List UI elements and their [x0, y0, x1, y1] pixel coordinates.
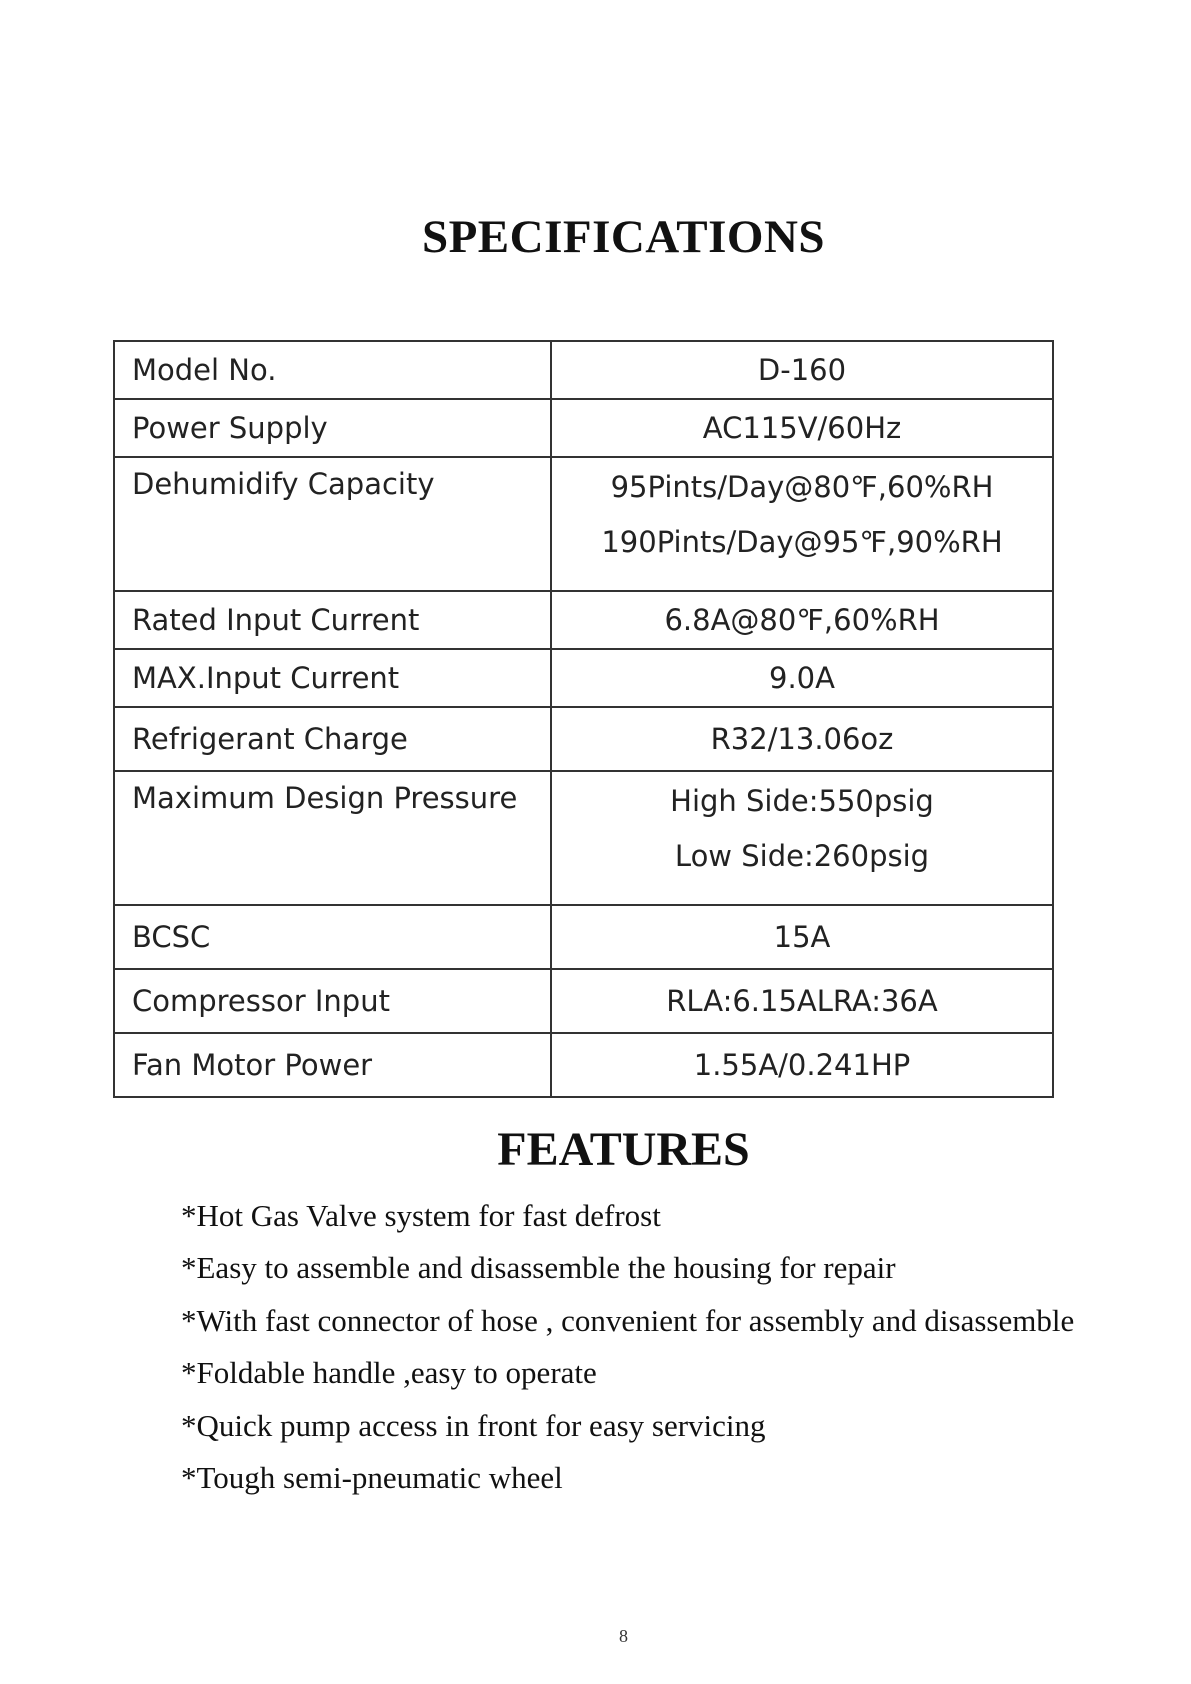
spec-value: AC115V/60Hz — [551, 399, 1053, 457]
specifications-title: SPECIFICATIONS — [421, 211, 826, 263]
spec-label: BCSC — [114, 905, 551, 969]
table-row — [114, 457, 1053, 591]
list-item: *Easy to assemble and disassemble the housing for repair — [181, 1250, 896, 1286]
page-number: 8 — [619, 1626, 628, 1646]
table-row — [114, 399, 1053, 457]
spec-value — [551, 457, 1053, 591]
spec-value-line: Low Side:260psig — [674, 839, 930, 873]
list-item: *Quick pump access in front for easy servicing — [181, 1407, 766, 1443]
spec-value: 1.55A/0.241HP — [551, 1033, 1053, 1097]
list-item: *Tough semi-pneumatic wheel — [181, 1459, 563, 1495]
specifications-table — [113, 340, 1054, 1098]
spec-value: RLA:6.15ALRA:36A — [551, 969, 1053, 1033]
spec-value: R32/13.06oz — [551, 707, 1053, 771]
table-row — [114, 591, 1053, 649]
spec-label: Rated Input Current — [114, 591, 551, 649]
features-title: FEATURES — [497, 1123, 750, 1176]
spec-label: Fan Motor Power — [114, 1033, 551, 1097]
table-row — [114, 771, 1053, 905]
spec-label: Refrigerant Charge — [114, 707, 551, 771]
spec-label: MAX.Input Current — [114, 649, 551, 707]
spec-value-line: High Side:550psig — [670, 784, 934, 818]
spec-value: D-160 — [551, 341, 1053, 399]
list-item: *Hot Gas Valve system for fast defrost — [181, 1198, 661, 1233]
list-item: *With fast connector of hose , convenient for assembly and disassemble — [181, 1302, 1075, 1338]
spec-label: Compressor Input — [114, 969, 551, 1033]
table-row — [114, 1033, 1053, 1097]
spec-label: Dehumidify Capacity — [114, 457, 551, 591]
features-list — [181, 1190, 1141, 1504]
spec-label: Model No. — [114, 341, 551, 399]
spec-label: Power Supply — [114, 399, 551, 457]
spec-value-line: 190Pints/Day@95℉,90%RH — [601, 525, 1003, 559]
table-row — [114, 649, 1053, 707]
spec-value-line: 95Pints/Day@80℉,60%RH — [610, 470, 994, 504]
table-row — [114, 969, 1053, 1033]
table-row — [114, 341, 1053, 399]
spec-value — [551, 771, 1053, 905]
table-row — [114, 905, 1053, 969]
spec-value: 9.0A — [551, 649, 1053, 707]
spec-value: 15A — [551, 905, 1053, 969]
table-row — [114, 707, 1053, 771]
spec-label: Maximum Design Pressure — [114, 771, 551, 905]
spec-value: 6.8A@80℉,60%RH — [551, 591, 1053, 649]
list-item: *Foldable handle ,easy to operate — [181, 1355, 597, 1391]
